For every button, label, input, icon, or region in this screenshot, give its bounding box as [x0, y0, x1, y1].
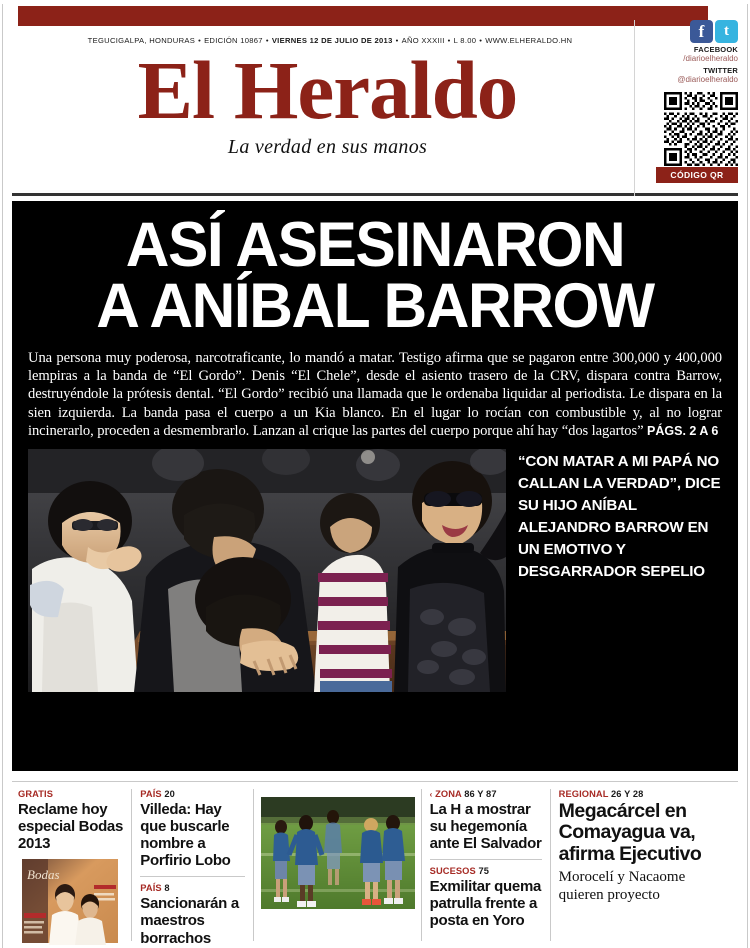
dateline-year: AÑO XXXIII	[401, 36, 445, 45]
dateline-date: VIERNES 12 DE JULIO DE 2013	[271, 36, 393, 45]
brief-separator	[430, 859, 542, 860]
facebook-icon[interactable]: f	[690, 20, 713, 43]
dateline-website[interactable]: WWW.ELHERALDO.HN	[485, 36, 573, 45]
brief-page-number: 8	[164, 883, 170, 894]
brief-kicker-secondary	[430, 866, 542, 876]
dateline: TEGUCIGALPA, HONDURAS • EDICIÓN 10867 • VIERNES 12 DE JULIO DE 2013 • AÑO XXXIII • L 8.00 • WWW.ELHERALDO.HN	[87, 36, 573, 45]
brief-kicker-label: REGIONAL	[558, 789, 609, 799]
brief-title[interactable]: Reclame hoy especial Bodas 2013	[18, 801, 124, 853]
dateline-edition: EDICIÓN 10867	[204, 36, 263, 45]
page-reference: PÁGS. 2 A 6	[647, 423, 719, 438]
brief-kicker	[140, 789, 244, 799]
dateline-place: TEGUCIGALPA, HONDURAS	[87, 36, 196, 45]
brief-title-secondary[interactable]: Sancionarán a maestros borrachos	[140, 895, 239, 947]
bottom-briefs-row	[12, 781, 738, 947]
main-story-block	[12, 201, 738, 771]
brief-title[interactable]: Megacárcel en Comayagua va, afirma Ejecutivo	[558, 800, 702, 865]
brief-kicker-label: SUCESOS	[429, 866, 476, 877]
brief-subtitle: Morocelí y Nacaome quieren proyecto	[558, 869, 686, 903]
brief-separator	[140, 876, 244, 877]
brief-kicker	[559, 789, 730, 799]
page-frame-left-rule	[2, 4, 3, 948]
newspaper-logo: El Heraldo	[137, 44, 518, 136]
brief-title[interactable]: La H a mostrar su hegemonía ante El Salvador	[429, 801, 542, 853]
brief-kicker-secondary	[140, 883, 244, 893]
brief-kicker-label: PAÍS	[140, 789, 162, 799]
main-headline	[42, 210, 708, 342]
dateline-price: L 8.00	[453, 36, 477, 45]
qr-code-caption: CÓDIGO QR	[656, 167, 738, 183]
bodas-magazine-cover-image[interactable]	[18, 857, 122, 945]
brief-regional[interactable]	[550, 789, 738, 941]
pull-quote: “CON MATAR A MI PAPÁ NO CALLAN LA VERDAD”, DICE SU HIJO ANÍBAL ALEJANDRO BARROW EN UN EMOTIVO Y DESGARRADOR SEPELIO	[518, 452, 721, 580]
masthead	[12, 22, 738, 196]
headline-line-2: A ANÍBAL BARROW	[96, 271, 654, 342]
brief-kicker-label: PAÍS	[140, 883, 162, 894]
funeral-photo	[28, 449, 506, 692]
brief-sports-photo[interactable]	[253, 789, 421, 941]
facebook-label: FACEBOOK	[693, 45, 738, 54]
page-frame-right-rule	[747, 4, 748, 948]
main-lead-paragraph	[28, 349, 722, 439]
social-icons	[639, 20, 738, 43]
soccer-training-photo[interactable]	[261, 797, 415, 909]
brief-title-secondary[interactable]: Exmilitar quema patrulla frente a posta en Yoro	[429, 878, 542, 930]
brief-page-number: 20	[164, 789, 175, 799]
top-red-bar	[18, 6, 708, 26]
qr-code-icon[interactable]	[664, 92, 738, 166]
facebook-handle[interactable]: /diarioelheraldo	[683, 54, 738, 64]
brief-kicker	[430, 789, 542, 799]
funeral-photo-graphic	[28, 449, 506, 692]
brief-page-number: 75	[478, 866, 490, 877]
masthead-logo-wrap	[12, 44, 643, 159]
lead-text: Una persona muy poderosa, narcotraficante, lo mandó a matar. Testigo afirma que se pagaron entre 300,000 y 400,000 lempiras a la banda de “El Gordo”. Denis “El Chele”, desde el asiento trasero de la CRV, dispara contra Barrow, destruyéndole la prótesis dental. “El Gordo” recibió una llamada que le ordenaba liquidar al periodista. Le dispara en la sien izquierda. La banda pasa el cuerpo a un Kia blanco. En el lugar lo rocían con combustible y, al no lograr incinerarlo, proceden a desmembrarlo. Lanzan al crique las partes del cuerpo porque ahí hay “dos lagartos”	[28, 350, 722, 439]
brief-zona-group[interactable]	[421, 789, 550, 941]
photo-and-quote-row	[28, 449, 722, 692]
headline-line-1: ASÍ ASESINARON	[125, 210, 625, 280]
masthead-tagline: La verdad en sus manos	[227, 135, 428, 158]
twitter-handle[interactable]: @diarioelheraldo	[677, 75, 738, 85]
brief-page-number: 86 Y 87	[464, 789, 497, 799]
brief-kicker-label: ZONA	[435, 789, 462, 799]
brief-page-number: 26 Y 28	[611, 789, 644, 799]
twitter-icon[interactable]: t	[715, 20, 738, 43]
chevron-left-icon: ‹	[429, 790, 433, 799]
brief-kicker-label: GRATIS	[18, 789, 54, 799]
brief-title[interactable]: Villeda: Hay que buscarle nombre a Porfirio Lobo	[140, 801, 231, 870]
svg-text:Bodas: Bodas	[27, 867, 60, 883]
brief-pais-group[interactable]	[131, 789, 252, 947]
brief-kicker	[18, 789, 123, 799]
twitter-label: TWITTER	[703, 65, 738, 75]
brief-gratis[interactable]	[12, 789, 131, 941]
social-qr-panel	[634, 20, 738, 196]
